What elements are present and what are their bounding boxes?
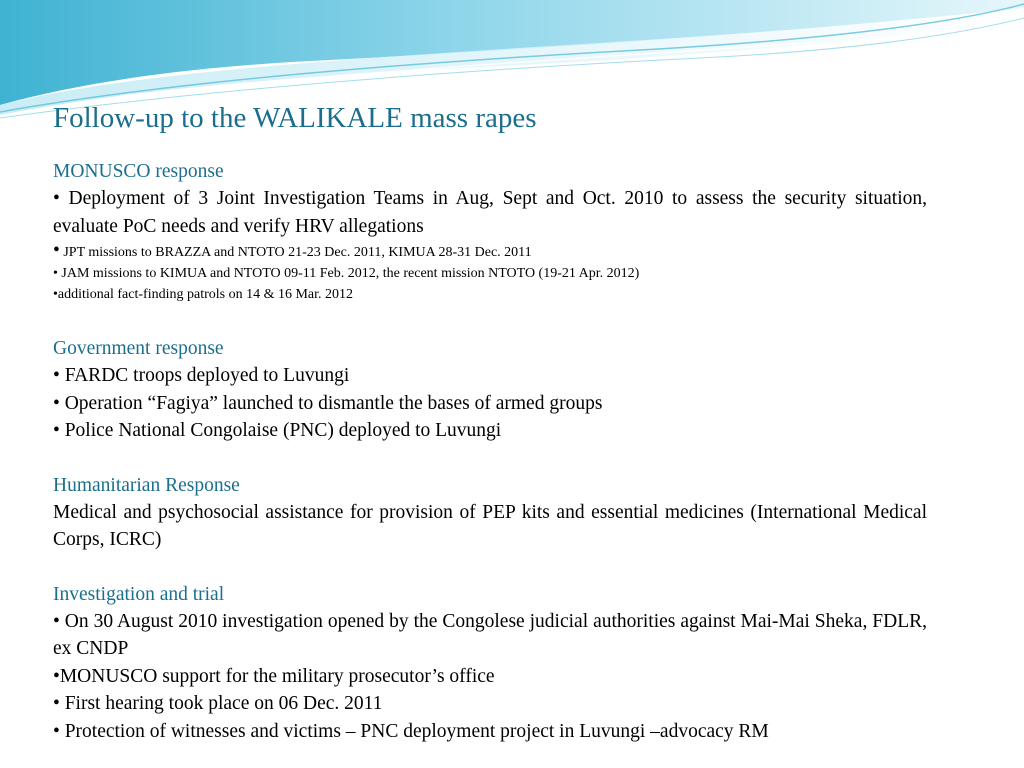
bullet-marker: • <box>53 287 58 302</box>
bullet-item <box>53 690 927 718</box>
section-heading: Investigation and trial <box>53 583 225 605</box>
slide-content <box>53 96 927 745</box>
paragraph-text: Medical and psychosocial assistance for provision of PEP kits and essential medicines (International Medical Corps, ICRC) <box>53 501 927 550</box>
bullet-marker: • <box>53 266 58 281</box>
section-investigation-and-trial <box>53 581 927 746</box>
bullet-text: Police National Congolaise (PNC) deployed to Luvungi <box>64 420 502 441</box>
bullet-marker: • <box>53 720 60 742</box>
bullet-marker: • <box>53 693 60 714</box>
bullet-item <box>53 362 927 390</box>
bullet-item <box>53 263 927 284</box>
bullet-item <box>53 718 927 746</box>
bullet-text: MONUSCO support for the military prosecutor’s office <box>59 665 495 687</box>
section-heading: Humanitarian Response <box>53 474 240 496</box>
bullet-text: On 30 August 2010 investigation opened by the Congolese judicial authorities against Mai-Mai Sheka, FDLR, ex CNDP <box>53 610 927 659</box>
bullet-text: Protection of witnesses and victims – PNC deployment project in Luvungi –advocacy RM <box>64 720 769 742</box>
bullet-item <box>53 240 927 263</box>
bullet-item <box>53 390 927 418</box>
bullet-marker: • <box>53 365 60 386</box>
section-government-response <box>53 335 927 445</box>
section-heading: Government response <box>53 338 224 359</box>
bullet-text: First hearing took place on 06 Dec. 2011 <box>64 693 383 714</box>
bullet-text: Operation “Fagiya” launched to dismantle the bases of armed groups <box>64 392 603 414</box>
bullet-item <box>53 185 927 240</box>
bullet-text: JPT missions to BRAZZA and NTOTO 21-23 Dec. 2011, KIMUA 28-31 Dec. 2011 <box>63 245 532 260</box>
bullet-text: Deployment of 3 Joint Investigation Teams in Aug, Sept and Oct. 2010 to assess the security situation, evaluate PoC needs and verify HRV allegations <box>53 188 928 237</box>
section-humanitarian-response <box>53 472 927 554</box>
bullet-marker: • <box>53 188 60 209</box>
bullet-text: additional fact-finding patrols on 14 & 16 Mar. 2012 <box>57 287 354 302</box>
bullet-item <box>53 417 927 445</box>
bullet-marker: • <box>53 392 60 414</box>
bullet-item <box>53 284 927 305</box>
bullet-item <box>53 608 927 663</box>
section-heading: MONUSCO response <box>53 161 224 182</box>
bullet-marker: • <box>53 610 60 632</box>
bullet-text: FARDC troops deployed to Luvungi <box>64 365 350 386</box>
bullet-marker: • <box>53 420 60 441</box>
section-monusco-response <box>53 158 927 305</box>
bullet-marker: • <box>53 665 60 687</box>
slide-title: Follow-up to the WALIKALE mass rapes <box>53 102 537 134</box>
bullet-item <box>53 663 927 691</box>
bullet-marker: • <box>53 240 60 261</box>
bullet-text: JAM missions to KIMUA and NTOTO 09-11 Feb. 2012, the recent mission NTOTO (19-21 Apr. 2012) <box>61 266 640 281</box>
